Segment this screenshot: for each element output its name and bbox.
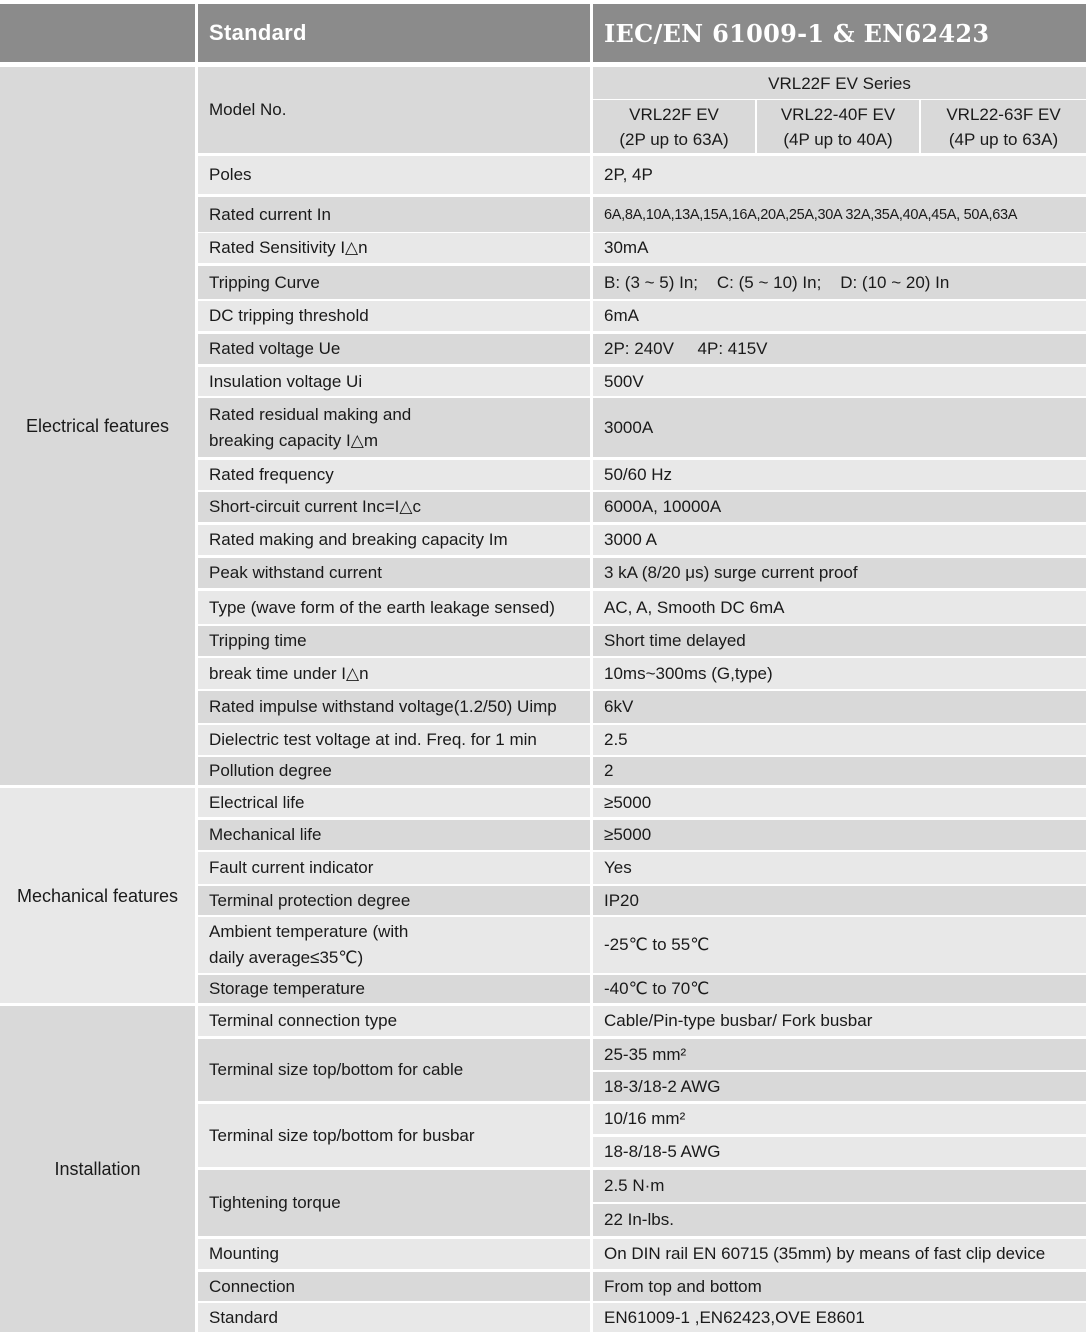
model-variant-2-name: VRL22-40F EV bbox=[780, 104, 896, 124]
row-label-multiline bbox=[198, 917, 590, 973]
row-label-multiline bbox=[198, 398, 590, 457]
row-label: Tightening torque bbox=[198, 1170, 590, 1236]
row-value: 3 kA (8/20 μs) surge current proof bbox=[593, 558, 1086, 588]
row-label: Fault current indicator bbox=[198, 852, 590, 884]
row-value: 30mA bbox=[593, 233, 1086, 263]
row-value: 2.5 bbox=[593, 725, 1086, 755]
row-label-line-2: breaking capacity I△m bbox=[209, 430, 378, 450]
model-variant-2 bbox=[757, 100, 919, 153]
row-label: Rated impulse withstand voltage(1.2/50) Uimp bbox=[198, 691, 590, 723]
row-value: 3000 A bbox=[593, 525, 1086, 555]
row-label: Poles bbox=[198, 156, 590, 194]
row-value: Short time delayed bbox=[593, 626, 1086, 656]
row-value: B: (3 ~ 5) In; C: (5 ~ 10) In; D: (10 ~ 20) In bbox=[593, 266, 1086, 299]
row-value: 50/60 Hz bbox=[593, 460, 1086, 490]
row-label-line-1: Ambient temperature (with bbox=[209, 922, 409, 941]
row-label: Terminal connection type bbox=[198, 1006, 590, 1036]
row-label-line-2: daily average≤35℃) bbox=[209, 948, 364, 967]
row-label: Tripping Curve bbox=[198, 266, 590, 299]
row-value-secondary: 22 In-lbs. bbox=[593, 1204, 1086, 1236]
row-label: Connection bbox=[198, 1272, 590, 1301]
row-value: EN61009-1 ,EN62423,OVE E8601 bbox=[593, 1303, 1086, 1332]
header-blank-cell bbox=[0, 4, 195, 62]
row-label: Standard bbox=[198, 1303, 590, 1332]
row-label: Dielectric test voltage at ind. Freq. for 1 min bbox=[198, 725, 590, 755]
row-label: Electrical life bbox=[198, 788, 590, 817]
row-label: Rated voltage Ue bbox=[198, 334, 590, 364]
row-value: ≥5000 bbox=[593, 820, 1086, 850]
row-label: Insulation voltage Ui bbox=[198, 367, 590, 396]
category-installation: Installation bbox=[0, 1006, 195, 1332]
model-variant-3-rating: (4P up to 63A) bbox=[948, 129, 1059, 149]
row-value: 25-35 mm² bbox=[593, 1039, 1086, 1070]
row-value: Yes bbox=[593, 852, 1086, 884]
header-standard-value: IEC/EN 61009-1 & EN62423 bbox=[593, 4, 1086, 62]
row-label: Mechanical life bbox=[198, 820, 590, 850]
row-value: 6000A, 10000A bbox=[593, 492, 1086, 522]
row-label: Terminal size top/bottom for cable bbox=[198, 1039, 590, 1101]
row-value: 6kV bbox=[593, 691, 1086, 723]
category-electrical: Electrical features bbox=[0, 67, 195, 785]
row-label: break time under I△n bbox=[198, 658, 590, 689]
row-value: From top and bottom bbox=[593, 1272, 1086, 1301]
row-value: 2P: 240V 4P: 415V bbox=[593, 334, 1086, 364]
model-variant-1-rating: (2P up to 63A) bbox=[619, 129, 729, 149]
row-label: Peak withstand current bbox=[198, 558, 590, 588]
row-label: Tripping time bbox=[198, 626, 590, 656]
row-value: 6mA bbox=[593, 301, 1086, 331]
row-label: Rated frequency bbox=[198, 460, 590, 490]
row-value: 10ms~300ms (G,type) bbox=[593, 658, 1086, 689]
row-label: Type (wave form of the earth leakage sensed) bbox=[198, 591, 590, 624]
row-value: 2.5 N·m bbox=[593, 1170, 1086, 1202]
row-value-secondary: 18-8/18-5 AWG bbox=[593, 1137, 1086, 1167]
row-value: -25℃ to 55℃ bbox=[593, 917, 1086, 973]
row-value: ≥5000 bbox=[593, 788, 1086, 817]
row-value: AC, A, Smooth DC 6mA bbox=[593, 591, 1086, 624]
model-variant-3 bbox=[921, 100, 1086, 153]
row-value: 500V bbox=[593, 367, 1086, 396]
row-label: DC tripping threshold bbox=[198, 301, 590, 331]
row-label: Terminal size top/bottom for busbar bbox=[198, 1104, 590, 1167]
row-label: Short-circuit current Inc=I△c bbox=[198, 492, 590, 522]
row-value: On DIN rail EN 60715 (35mm) by means of fast clip device bbox=[593, 1239, 1086, 1269]
row-label: Storage temperature bbox=[198, 975, 590, 1003]
category-mechanical: Mechanical features bbox=[0, 788, 195, 1003]
row-label-line-1: Rated residual making and bbox=[209, 404, 412, 424]
model-series: VRL22F EV Series bbox=[593, 67, 1086, 99]
header-standard-label: Standard bbox=[198, 4, 590, 62]
row-label: Terminal protection degree bbox=[198, 886, 590, 915]
model-variant-1 bbox=[593, 100, 755, 153]
row-value: 2P, 4P bbox=[593, 156, 1086, 194]
row-value-secondary: 18-3/18-2 AWG bbox=[593, 1072, 1086, 1101]
row-value: Cable/Pin-type busbar/ Fork busbar bbox=[593, 1006, 1086, 1036]
row-value: 6A,8A,10A,13A,15A,16A,20A,25A,30A 32A,35A,40A,45A, 50A,63A bbox=[593, 197, 1086, 232]
row-value: 2 bbox=[593, 757, 1086, 785]
row-value: 10/16 mm² bbox=[593, 1104, 1086, 1134]
row-label: Rated making and breaking capacity Im bbox=[198, 525, 590, 555]
row-label: Rated current In bbox=[198, 197, 590, 232]
row-label: Rated Sensitivity I△n bbox=[198, 233, 590, 263]
model-variant-3-name: VRL22-63F EV bbox=[946, 104, 1061, 124]
model-variant-2-rating: (4P up to 40A) bbox=[783, 129, 893, 149]
row-value: -40℃ to 70℃ bbox=[593, 975, 1086, 1003]
row-value: 3000A bbox=[593, 398, 1086, 457]
row-label: Pollution degree bbox=[198, 757, 590, 785]
model-label: Model No. bbox=[198, 67, 590, 153]
row-value: IP20 bbox=[593, 886, 1086, 915]
model-variant-1-name: VRL22F EV bbox=[629, 104, 719, 124]
row-label: Mounting bbox=[198, 1239, 590, 1269]
